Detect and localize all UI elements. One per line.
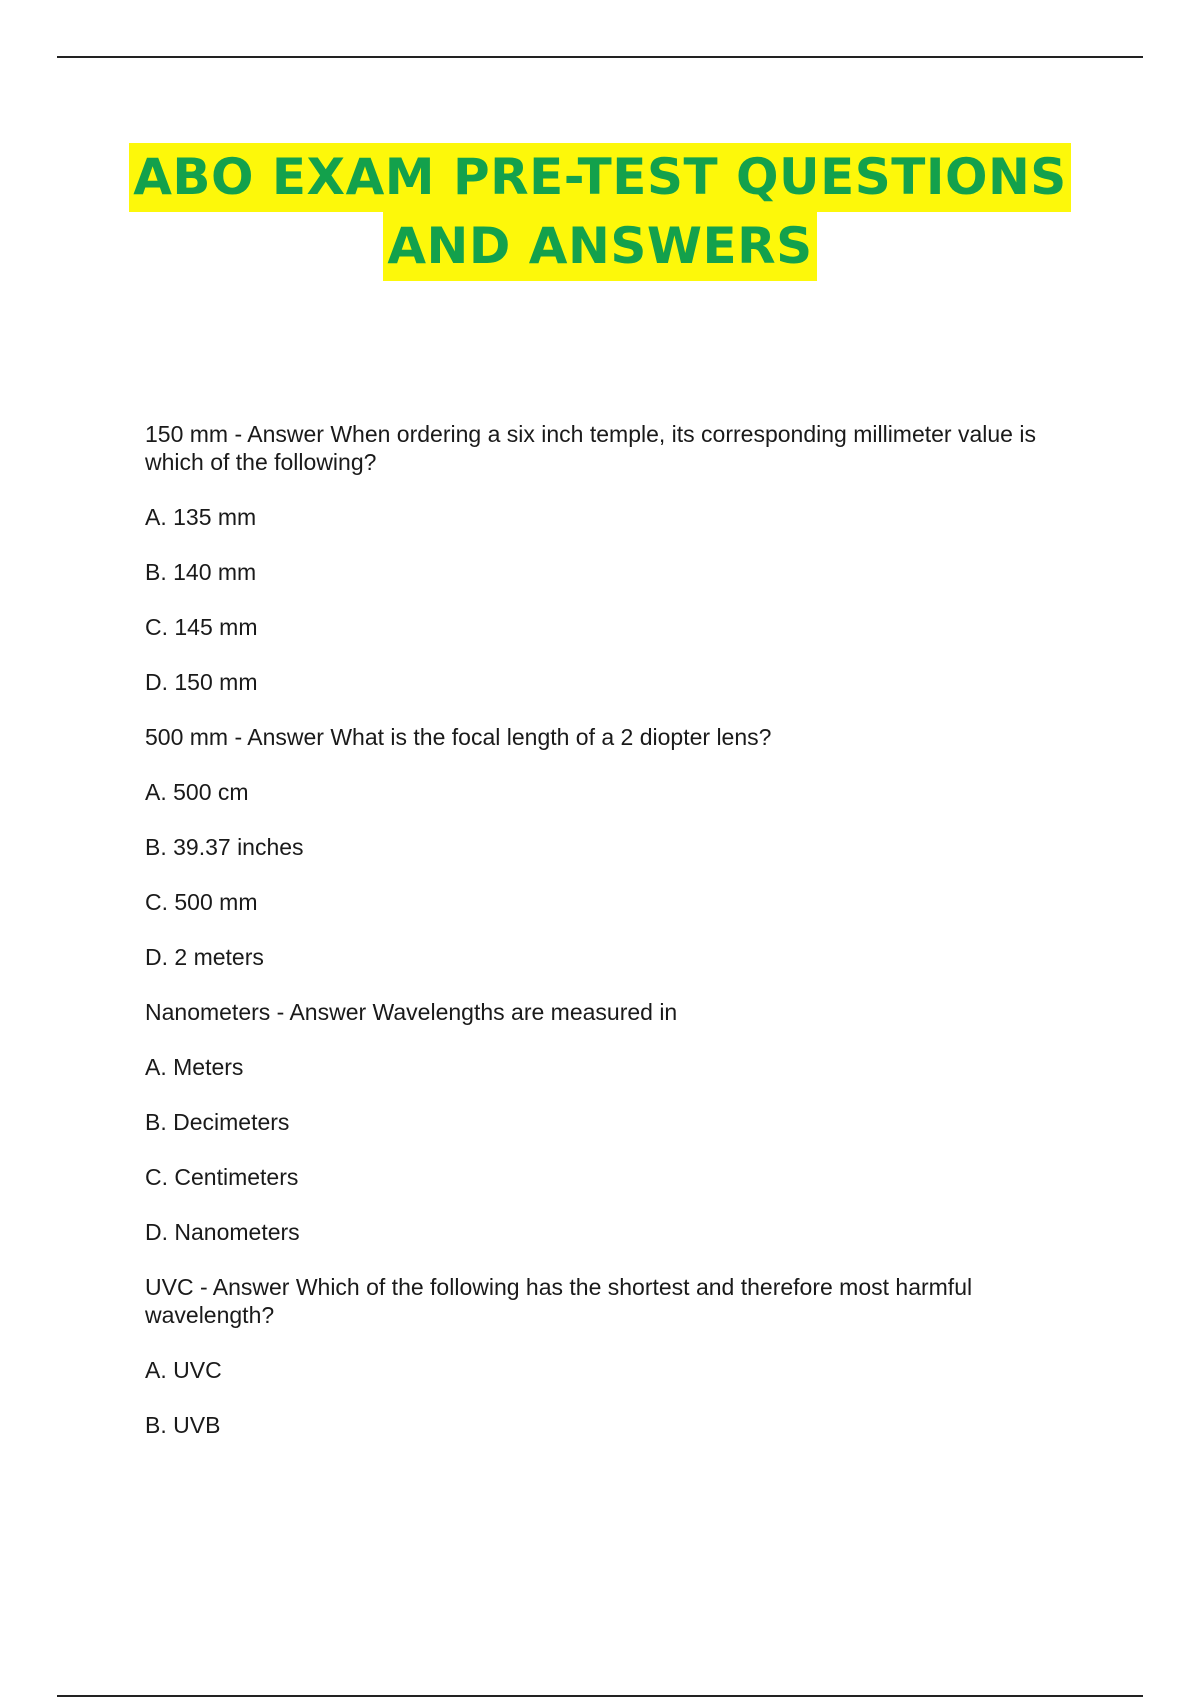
title-line-1: ABO EXAM PRE-TEST QUESTIONS	[129, 143, 1071, 212]
bottom-rule	[57, 1695, 1143, 1697]
question-block-3	[145, 998, 1095, 1246]
answer-option: B. 39.37 inches	[145, 834, 304, 860]
answer-option: A. 500 cm	[145, 779, 249, 805]
question-text: 500 mm - Answer What is the focal length of a 2 diopter lens?	[145, 724, 772, 750]
answer-option: C. 145 mm	[145, 614, 258, 640]
answer-option: A. UVC	[145, 1357, 222, 1383]
question-block-2	[145, 723, 1095, 971]
title-line-2: AND ANSWERS	[383, 212, 816, 281]
question-block-4	[145, 1273, 1095, 1439]
document-title	[0, 143, 1200, 281]
answer-option: D. 2 meters	[145, 944, 264, 970]
answer-option: B. UVB	[145, 1412, 221, 1438]
answer-option: A. 135 mm	[145, 504, 257, 530]
top-rule	[57, 56, 1143, 58]
question-text: Nanometers - Answer Wavelengths are measured in	[145, 999, 678, 1025]
answer-option: D. 150 mm	[145, 669, 258, 695]
question-block-1	[145, 420, 1095, 696]
answer-option: C. 500 mm	[145, 889, 258, 915]
question-text: UVC - Answer Which of the following has the shortest and therefore most harmful wavelength?	[145, 1274, 973, 1328]
question-text: 150 mm - Answer When ordering a six inch temple, its corresponding millimeter value is which of the following?	[145, 421, 1036, 475]
answer-option: C. Centimeters	[145, 1164, 299, 1190]
answer-option: B. 140 mm	[145, 559, 257, 585]
answer-option: A. Meters	[145, 1054, 244, 1080]
answer-option: D. Nanometers	[145, 1219, 300, 1245]
questions-list	[145, 420, 1095, 1466]
answer-option: B. Decimeters	[145, 1109, 290, 1135]
